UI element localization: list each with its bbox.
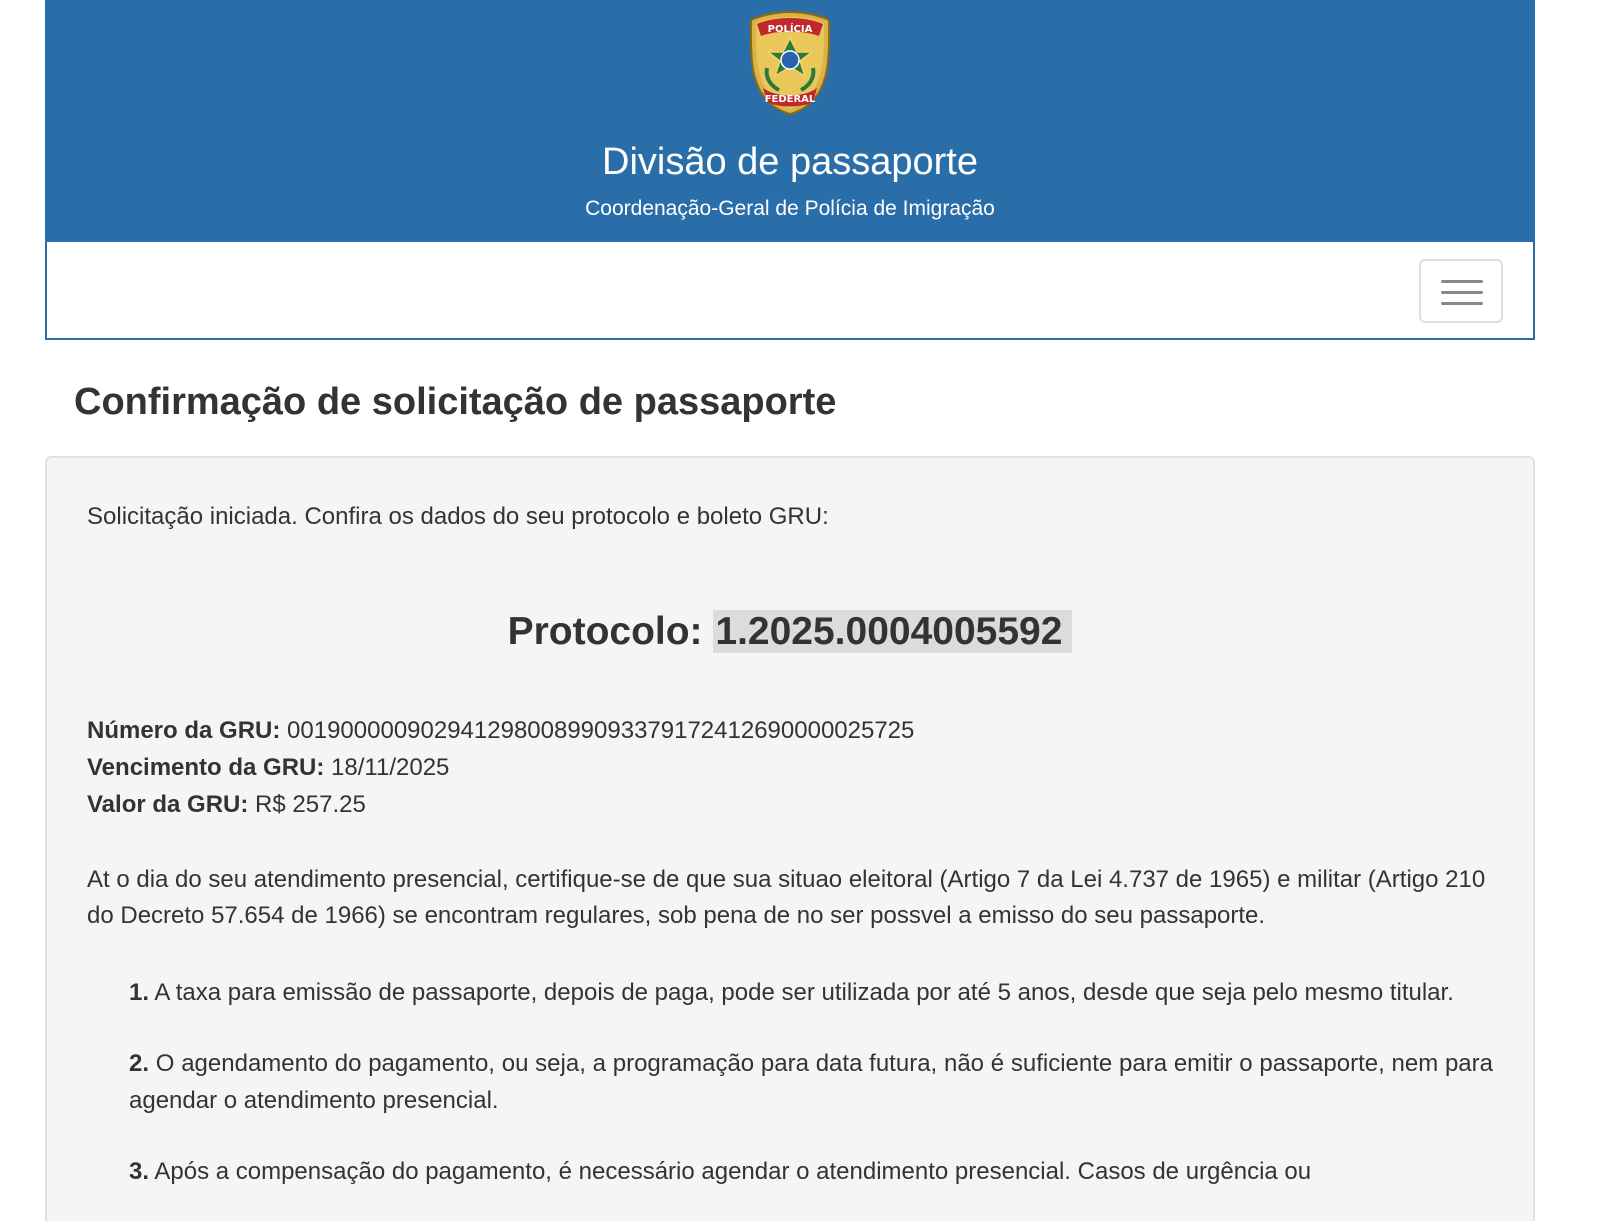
gru-due-value: 18/11/2025 [331, 754, 450, 781]
site-subtitle: Coordenação-Geral de Polícia de Imigração [585, 197, 995, 220]
rules-list [129, 974, 1493, 1221]
gru-due-label: Vencimento da GRU: [87, 754, 325, 781]
protocol-number[interactable]: 1.2025.0004005592 [713, 610, 1072, 653]
gru-number-row [87, 712, 914, 749]
gru-details [87, 712, 914, 823]
protocol-heading [47, 608, 1533, 656]
list-item [129, 974, 1493, 1011]
gru-amount-row [87, 786, 914, 823]
list-item [129, 1045, 1493, 1119]
gru-number-label: Número da GRU: [87, 717, 281, 744]
intro-text: Solicitação iniciada. Confira os dados do seu protocolo e boleto GRU: [87, 503, 829, 530]
gru-due-row [87, 749, 914, 786]
list-item [129, 1153, 1493, 1190]
protocol-label: Protocolo: [507, 610, 703, 653]
page-container [45, 0, 1535, 1185]
site-header [45, 0, 1535, 242]
gru-amount-label: Valor da GRU: [87, 791, 249, 818]
rule-text: Após a compensação do pagamento, é necessário agendar o atendimento presencial. Casos de urgência ou [154, 1158, 1312, 1185]
rule-number: 3. [129, 1158, 150, 1185]
badge-text-top: POLÍCIA [767, 24, 813, 35]
badge-text-bottom: FEDERAL [764, 94, 816, 105]
menu-toggle-button[interactable] [1419, 259, 1503, 323]
site-title: Divisão de passaporte [602, 141, 978, 183]
gru-amount-value: R$ 257.25 [255, 791, 366, 818]
rule-text: A taxa para emissão de passaporte, depois de paga, pode ser utilizada por até 5 anos, desde que seja pelo mesmo titular. [154, 979, 1454, 1006]
navbar [45, 242, 1535, 340]
rule-text: O agendamento do pagamento, ou seja, a programação para data futura, não é suficiente para emitir o passaporte, nem para agendar o atendimento presencial. [129, 1050, 1493, 1114]
confirmation-panel [45, 456, 1535, 1221]
gru-number-value[interactable]: 00190000090294129800899093379172412690000025725 [287, 717, 915, 744]
policia-federal-badge-icon[interactable] [745, 8, 835, 116]
rule-number: 1. [129, 979, 150, 1006]
page-title: Confirmação de solicitação de passaporte [74, 381, 837, 423]
electoral-military-notice: At o dia do seu atendimento presencial, certifique-se de que sua situao eleitoral (Artigo 7 da Lei 4.737 de 1965) e militar (Artigo 210 do Decreto 57.654 de 1966) se encontram regulares, sob pena de no ser possvel a emisso do seu passaporte. [87, 866, 1486, 929]
rule-number: 2. [129, 1050, 150, 1077]
